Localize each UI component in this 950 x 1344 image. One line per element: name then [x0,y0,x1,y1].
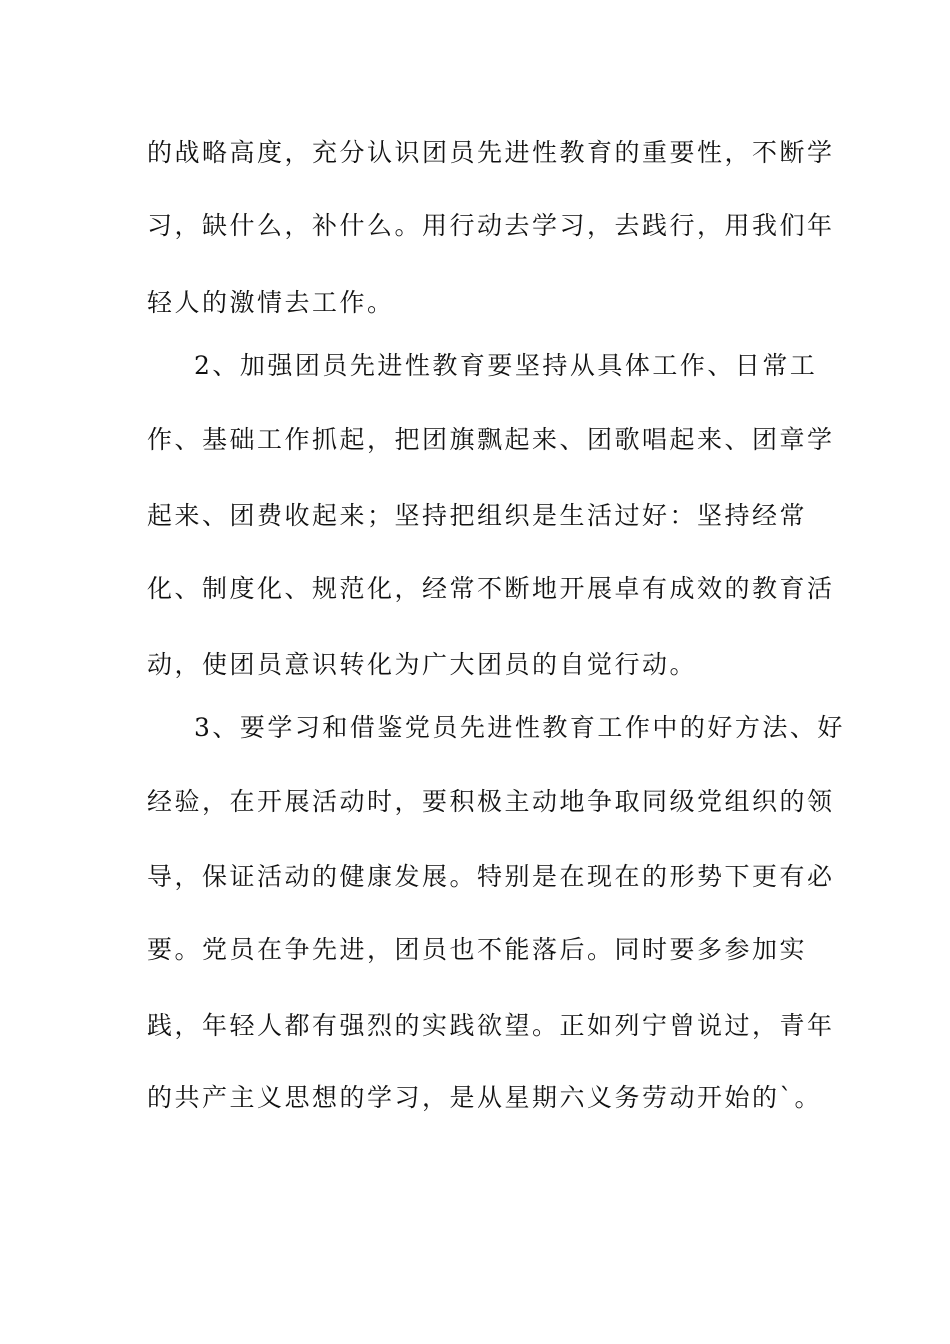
text-line-1: 的战略高度，充分认识团员先进性教育的重要性，不断学 [147,138,835,167]
text-line-7: 化、制度化、规范化，经常不断地开展卓有成效的教育活 [147,574,835,603]
text-line-6: 起来、团费收起来；坚持把组织是生活过好：坚持经常 [147,501,808,530]
paragraph-3-line-1: 3、要学习和借鉴党员先进性教育工作中的好方法、好 [194,713,845,742]
text-line-8: 动，使团员意识转化为广大团员的自觉行动。 [147,650,698,679]
text-line-10: 经验，在开展活动时，要积极主动地争取同级党组织的领 [147,787,835,816]
paragraph-2-line-1: 2、加强团员先进性教育要坚持从具体工作、日常工 [194,351,818,380]
text-line-11: 导，保证活动的健康发展。特别是在现在的形势下更有必 [147,862,835,891]
text-line-12: 要。党员在争先进，团员也不能落后。同时要多参加实 [147,935,808,964]
text-line-5: 作、基础工作抓起，把团旗飘起来、团歌唱起来、团章学 [147,425,835,454]
text-line-2: 习，缺什么，补什么。用行动去学习，去践行，用我们年 [147,211,835,240]
text-line-14: 的共产主义思想的学习，是从星期六义务劳动开始的`。 [147,1083,823,1112]
text-line-3: 轻人的激情去工作。 [147,288,395,317]
text-line-13: 践，年轻人都有强烈的实践欲望。正如列宁曾说过，青年 [147,1011,835,1040]
